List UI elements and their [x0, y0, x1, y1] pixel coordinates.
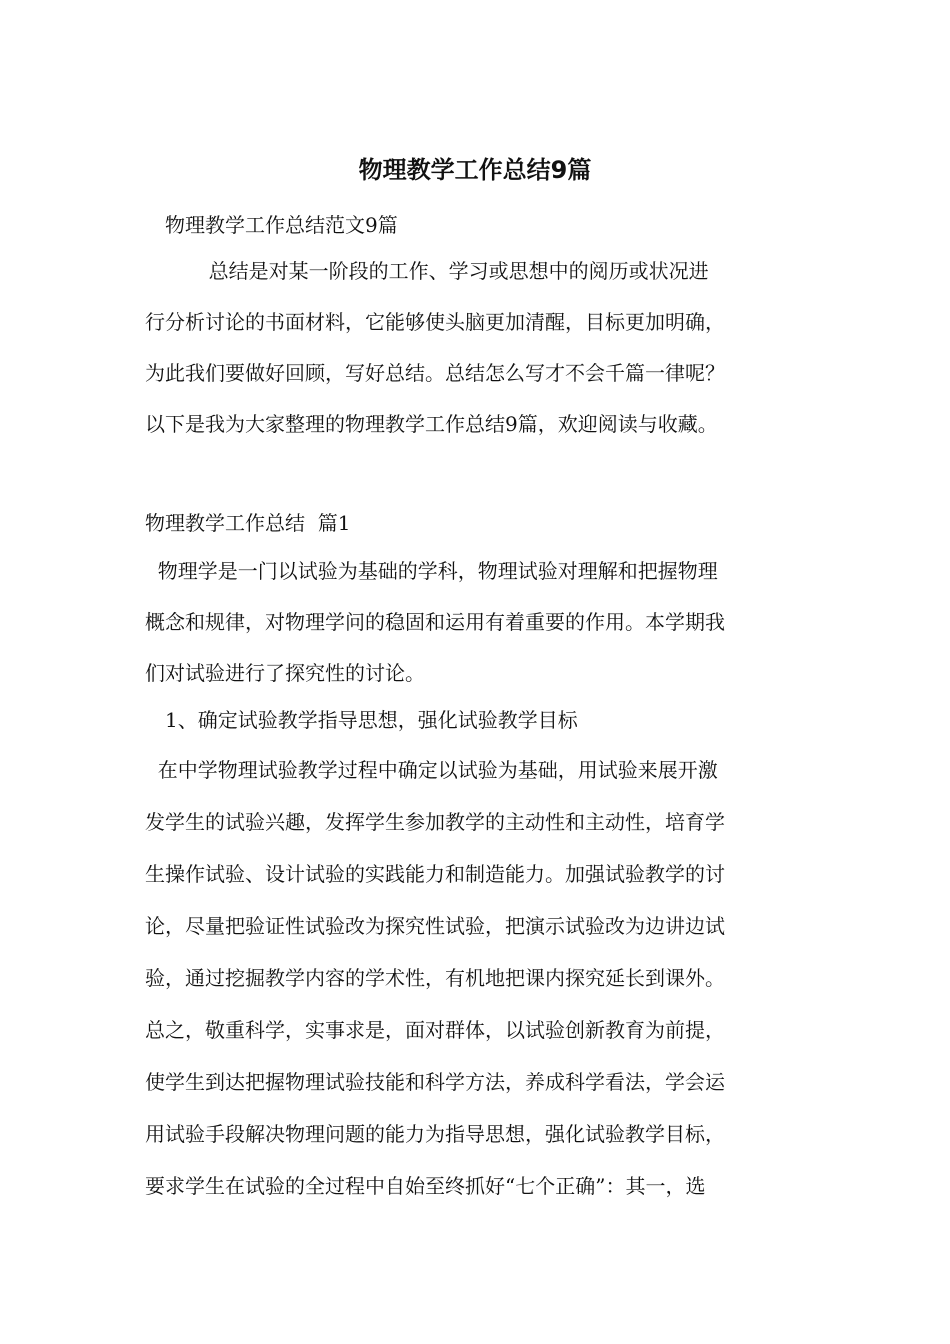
paragraph-line: 物理学是一门以试验为基础的学科，物理试验对理解和把握物理 [145, 559, 718, 583]
paragraph-2 [145, 744, 807, 1212]
point-heading-1: 1、确定试验教学指导思想，强化试验教学目标 [165, 708, 578, 732]
paragraph-line: 用试验手段解决物理问题的能力为指导思想，强化试验教学目标， [145, 1122, 725, 1146]
paragraph-1 [145, 546, 807, 699]
paragraph-line: 验，通过挖掘教学内容的学术性，有机地把课内探究延长到课外。 [145, 966, 725, 990]
document-title: 物理教学工作总结9篇 [358, 156, 592, 184]
intro-line: 以下是我为大家整理的物理教学工作总结9篇，欢迎阅读与收藏。 [145, 412, 718, 436]
intro-paragraph [145, 246, 807, 450]
paragraph-line: 发学生的试验兴趣，发挥学生参加教学的主动性和主动性，培育学 [145, 810, 725, 834]
paragraph-line: 们对试验进行了探究性的讨论。 [145, 661, 425, 685]
intro-line: 总结是对某一阶段的工作、学习或思想中的阅历或状况进 [145, 259, 709, 283]
intro-line: 行分析讨论的书面材料，它能够使头脑更加清醒，目标更加明确， [145, 310, 725, 334]
section-heading: 物理教学工作总结 篇1 [145, 511, 351, 535]
document-subtitle: 物理教学工作总结范文9篇 [165, 213, 398, 237]
intro-line: 为此我们要做好回顾，写好总结。总结怎么写才不会千篇一律呢？ [145, 361, 725, 385]
paragraph-line: 在中学物理试验教学过程中确定以试验为基础，用试验来展开激 [145, 758, 718, 782]
paragraph-line: 生操作试验、设计试验的实践能力和制造能力。加强试验教学的讨 [145, 862, 725, 886]
paragraph-line: 使学生到达把握物理试验技能和科学方法，养成科学看法，学会运 [145, 1070, 725, 1094]
paragraph-line: 总之，敬重科学，实事求是，面对群体，以试验创新教育为前提， [145, 1018, 725, 1042]
paragraph-line: 概念和规律，对物理学问的稳固和运用有着重要的作用。本学期我 [145, 610, 725, 634]
paragraph-line: 要求学生在试验的全过程中自始至终抓好“七个正确”：其一，选 [145, 1174, 706, 1198]
paragraph-line: 论，尽量把验证性试验改为探究性试验，把演示试验改为边讲边试 [145, 914, 725, 938]
